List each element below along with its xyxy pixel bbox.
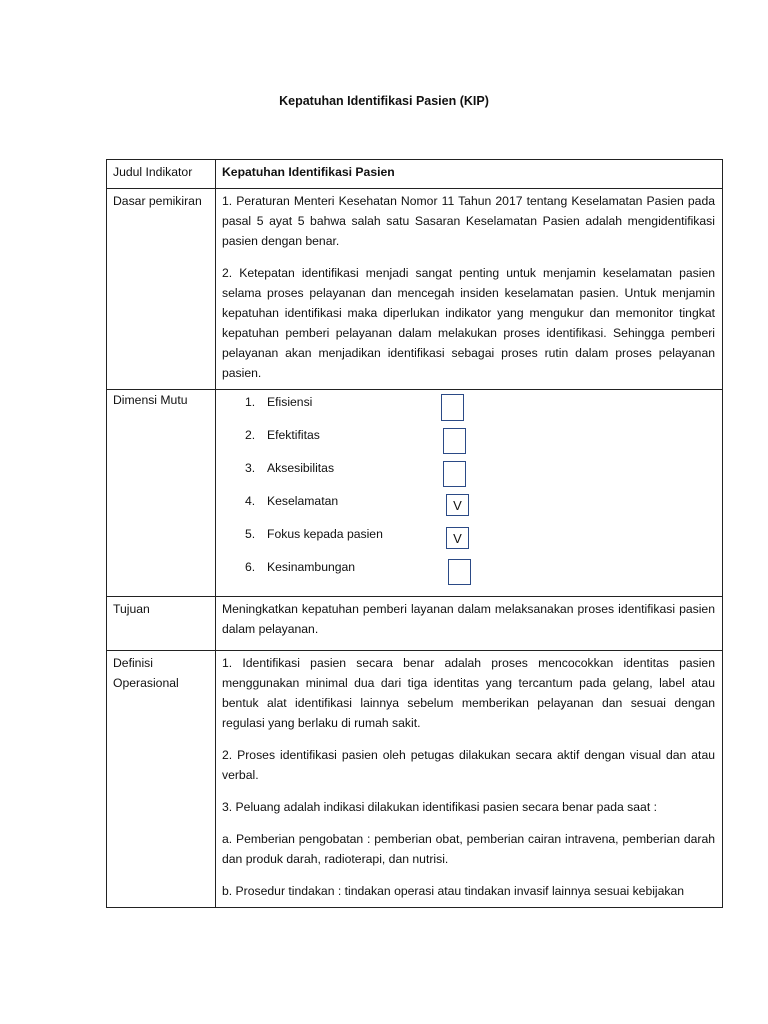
dimension-checkbox[interactable]: V bbox=[446, 527, 469, 549]
dimension-item bbox=[222, 524, 715, 557]
dimension-checkbox[interactable] bbox=[448, 559, 471, 585]
dimension-checkbox[interactable]: V bbox=[446, 494, 469, 516]
row-dasar-pemikiran bbox=[107, 189, 723, 390]
dasar-pemikiran-content bbox=[216, 189, 723, 390]
dimension-checkbox[interactable] bbox=[441, 394, 464, 421]
row-dimensi-mutu bbox=[107, 390, 723, 597]
row-definisi-operasional bbox=[107, 651, 723, 908]
dimension-label: Aksesibilitas bbox=[267, 461, 335, 475]
indicator-title-value: Kepatuhan Identifikasi Pasien bbox=[216, 160, 723, 189]
paragraph: 1. Identifikasi pasien secara benar adalah proses mencocokkan identitas pasien menggunakan minimal dua dari tiga identitas yang tercantum pada gelang, label atau bentuk alat identifikasi lainnya sebelum memberikan pelayanan dan sesuai dengan regulasi yang berlaku di rumah sakit. bbox=[222, 656, 715, 730]
dimension-label: Efisiensi bbox=[267, 395, 313, 409]
dimension-number: 5. bbox=[245, 527, 256, 541]
dimension-item bbox=[222, 557, 715, 590]
page-title: Kepatuhan Identifikasi Pasien (KIP) bbox=[279, 94, 489, 108]
paragraph: 2. Ketepatan identifikasi menjadi sangat penting untuk menjamin keselamatan pasien selama proses pelayanan dan mencegah insiden keselamatan pasien. Untuk menjamin kepatuhan identifikasi maka diperlukan indikator yang mengukur dan memonitor tingkat kepatuhan pemberi pelayanan dalam melakukan proses identifikasi. Sehingga pemberi pelayanan akan menjadikan identifikasi sebagai proses rutin dalam proses pelayanan pasien. bbox=[222, 266, 715, 380]
dimension-checkbox[interactable] bbox=[443, 428, 466, 454]
row-tujuan bbox=[107, 597, 723, 651]
dimension-label: Kesinambungan bbox=[267, 560, 356, 574]
paragraph: Meningkatkan kepatuhan pemberi layanan dalam melaksanakan proses identifikasi pasien dalam pelayanan. bbox=[222, 602, 715, 636]
tujuan-content bbox=[216, 597, 723, 651]
indicator-table bbox=[106, 159, 723, 908]
dimension-list bbox=[222, 392, 715, 590]
dimension-label: Keselamatan bbox=[267, 494, 339, 508]
dimension-item bbox=[222, 491, 715, 524]
dimensi-mutu-content bbox=[216, 390, 723, 597]
row-label: Dimensi Mutu bbox=[107, 390, 216, 597]
dimension-number: 2. bbox=[245, 428, 256, 442]
dimension-checkbox[interactable] bbox=[443, 461, 466, 487]
definisi-operasional-content bbox=[216, 651, 723, 908]
paragraph: 3. Peluang adalah indikasi dilakukan identifikasi pasien secara benar pada saat : bbox=[222, 800, 657, 814]
paragraph: 2. Proses identifikasi pasien oleh petugas dilakukan secara aktif dengan visual dan atau verbal. bbox=[222, 748, 715, 782]
paragraph: b. Prosedur tindakan : tindakan operasi atau tindakan invasif lainnya sesuai kebijakan bbox=[222, 884, 685, 898]
dimension-number: 3. bbox=[245, 461, 256, 475]
row-judul-indikator bbox=[107, 160, 723, 189]
row-label: Tujuan bbox=[107, 597, 216, 651]
row-label: Dasar pemikiran bbox=[107, 189, 216, 390]
dimension-label: Fokus kepada pasien bbox=[267, 527, 383, 541]
dimension-item bbox=[222, 425, 715, 458]
dimension-number: 4. bbox=[245, 494, 256, 508]
dimension-item bbox=[222, 392, 715, 425]
dimension-number: 6. bbox=[245, 560, 256, 574]
paragraph: 1. Peraturan Menteri Kesehatan Nomor 11 Tahun 2017 tentang Keselamatan Pasien pada pasal 5 ayat 5 bahwa salah satu Sasaran Keselamatan Pasien adalah mengidentifikasi pasien dengan benar. bbox=[222, 194, 715, 248]
dimension-number: 1. bbox=[245, 395, 256, 409]
dimension-label: Efektifitas bbox=[267, 428, 320, 442]
row-label: Judul Indikator bbox=[107, 160, 216, 189]
paragraph: a. Pemberian pengobatan : pemberian obat, pemberian cairan intravena, pemberian darah dan produk darah, radioterapi, dan nutrisi. bbox=[222, 832, 715, 866]
row-label: Definisi Operasional bbox=[107, 651, 216, 908]
dimension-item bbox=[222, 458, 715, 491]
